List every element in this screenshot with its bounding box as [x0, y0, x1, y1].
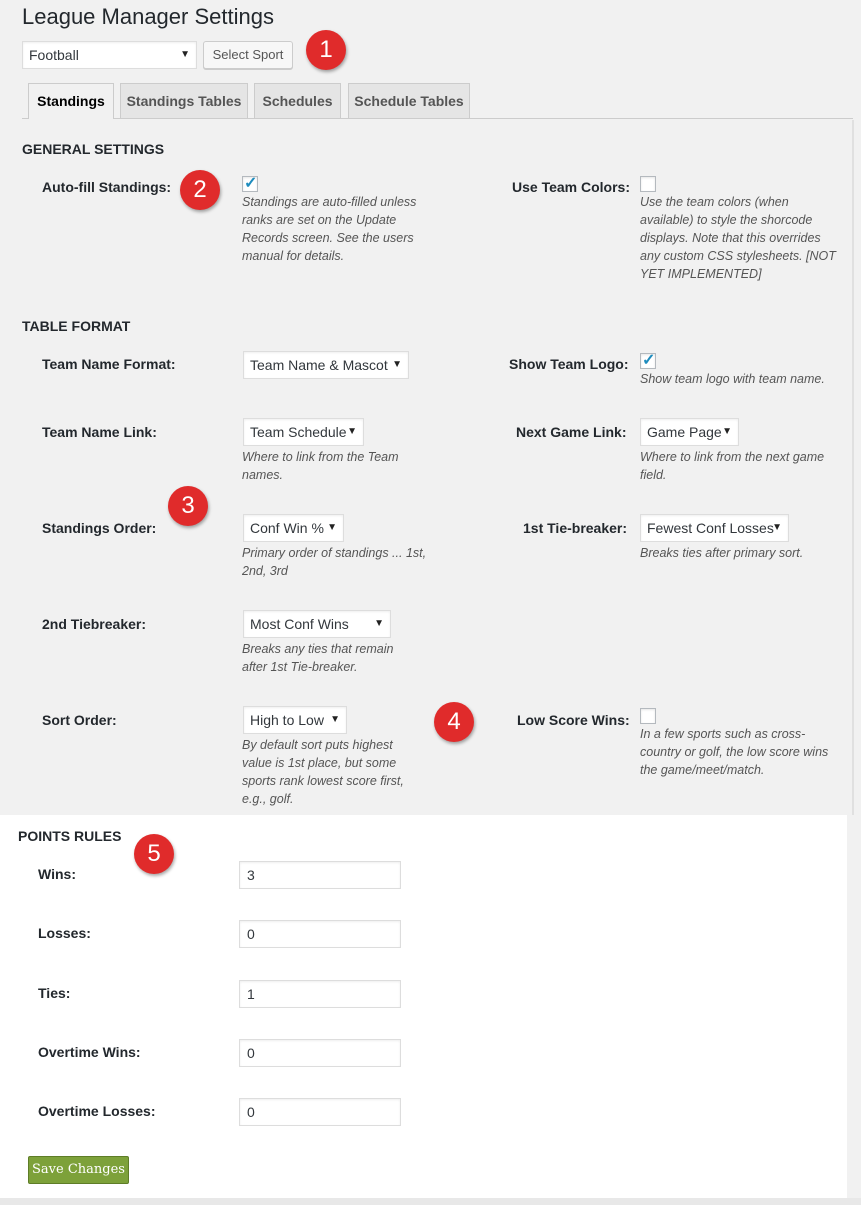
next-game-link-select[interactable]	[640, 418, 739, 446]
checkmark-icon: ✓	[642, 352, 656, 369]
table-format-heading: TABLE FORMAT	[22, 318, 131, 334]
tab-schedule-tables[interactable]: Schedule Tables	[348, 83, 470, 118]
checkmark-icon: ✓	[244, 175, 258, 192]
team-name-format-value: Team Name & Mascot	[250, 357, 388, 373]
team-name-format-select[interactable]	[243, 351, 409, 379]
callout-badge-1: 1	[306, 30, 346, 70]
callout-badge-2: 2	[180, 170, 220, 210]
tie-breaker-2-desc: Breaks any ties that remain after 1st Tie-breaker.	[242, 642, 394, 674]
points-losses-label: Losses:	[38, 925, 91, 941]
sport-select-value: Football	[29, 47, 79, 63]
show-team-logo-checkbox[interactable]	[640, 353, 656, 369]
sort-order-select[interactable]	[243, 706, 347, 734]
sort-order-label: Sort Order:	[42, 712, 117, 728]
chevron-down-icon: ▼	[330, 714, 340, 725]
autofill-standings-desc: Standings are auto-filled unless ranks are set on the Update Records screen. See the users manual for details.	[242, 195, 417, 263]
tie-breaker-1-value: Fewest Conf Losses	[647, 520, 774, 536]
low-score-wins-desc: In a few sports such as cross-country or golf, the low score wins the game/meet/match.	[640, 727, 829, 777]
sport-select[interactable]	[22, 41, 197, 69]
sort-order-desc: By default sort puts highest value is 1st place, but some sports rank lowest score first, e.g., golf.	[242, 738, 404, 806]
team-name-link-select[interactable]	[243, 418, 364, 446]
autofill-standings-label: Auto-fill Standings:	[42, 179, 172, 195]
tie-breaker-2-value: Most Conf Wins	[250, 616, 349, 632]
callout-badge-3: 3	[168, 486, 208, 526]
tie-breaker-1-label: 1st Tie-breaker:	[523, 520, 628, 536]
sort-order-value: High to Low	[250, 712, 324, 728]
chevron-down-icon: ▼	[374, 618, 384, 629]
points-rules-heading: POINTS RULES	[18, 828, 122, 844]
tie-breaker-1-desc: Breaks ties after primary sort.	[640, 546, 804, 560]
tie-breaker-2-select[interactable]	[243, 610, 391, 638]
tie-breaker-1-select[interactable]	[640, 514, 789, 542]
panel-edge	[852, 120, 854, 815]
points-wins-input[interactable]: 3	[239, 861, 401, 889]
chevron-down-icon: ▼	[327, 522, 337, 533]
points-overtime-wins-label: Overtime Wins:	[38, 1044, 141, 1060]
tab-standings-tables[interactable]: Standings Tables	[120, 83, 248, 118]
standings-order-label: Standings Order:	[42, 520, 157, 536]
team-name-link-label: Team Name Link:	[42, 424, 157, 440]
page-title: League Manager Settings	[22, 4, 274, 29]
tie-breaker-2-label: 2nd Tiebreaker:	[42, 616, 147, 632]
chevron-down-icon: ▼	[722, 426, 732, 437]
points-overtime-losses-label: Overtime Losses:	[38, 1103, 156, 1119]
points-overtime-losses-input[interactable]: 0	[239, 1098, 401, 1126]
chevron-down-icon: ▼	[180, 49, 190, 60]
points-overtime-wins-input[interactable]: 0	[239, 1039, 401, 1067]
callout-badge-5: 5	[134, 834, 174, 874]
points-ties-input[interactable]: 1	[239, 980, 401, 1008]
autofill-standings-checkbox[interactable]	[242, 176, 258, 192]
panel-footer-strip	[0, 1198, 861, 1205]
standings-order-desc: Primary order of standings ... 1st, 2nd, 3rd	[242, 546, 427, 578]
team-name-link-desc: Where to link from the Team names.	[242, 450, 399, 482]
show-team-logo-desc: Show team logo with team name.	[640, 372, 825, 386]
low-score-wins-label: Low Score Wins:	[517, 712, 630, 728]
points-losses-input[interactable]: 0	[239, 920, 401, 948]
chevron-down-icon: ▼	[772, 522, 782, 533]
tab-bar-divider	[22, 118, 853, 119]
points-rules-panel	[0, 815, 847, 1200]
points-ties-label: Ties:	[38, 985, 71, 1001]
next-game-link-desc: Where to link from the next game field.	[640, 450, 825, 482]
use-team-colors-desc: Use the team colors (when available) to style the shorcode displays. Note that this overrides any custom CSS stylesheets. [NOT YET IMPLEMENTED]	[640, 195, 836, 281]
next-game-link-label: Next Game Link:	[516, 424, 627, 440]
select-sport-button[interactable]: Select Sport	[203, 41, 293, 69]
chevron-down-icon: ▼	[392, 359, 402, 370]
use-team-colors-checkbox[interactable]	[640, 176, 656, 192]
tab-schedules[interactable]: Schedules	[254, 83, 341, 118]
show-team-logo-label: Show Team Logo:	[509, 356, 629, 372]
team-name-format-label: Team Name Format:	[42, 356, 176, 372]
standings-order-select[interactable]	[243, 514, 344, 542]
points-wins-label: Wins:	[38, 866, 76, 882]
callout-badge-4: 4	[434, 702, 474, 742]
use-team-colors-label: Use Team Colors:	[512, 179, 630, 195]
save-changes-button[interactable]: Save Changes	[28, 1156, 129, 1184]
next-game-link-value: Game Page	[647, 424, 722, 440]
general-settings-heading: GENERAL SETTINGS	[22, 141, 165, 157]
low-score-wins-checkbox[interactable]	[640, 708, 656, 724]
team-name-link-value: Team Schedule	[250, 424, 347, 440]
chevron-down-icon: ▼	[347, 426, 357, 437]
tab-standings[interactable]: Standings	[28, 83, 114, 119]
standings-order-value: Conf Win %	[250, 520, 324, 536]
